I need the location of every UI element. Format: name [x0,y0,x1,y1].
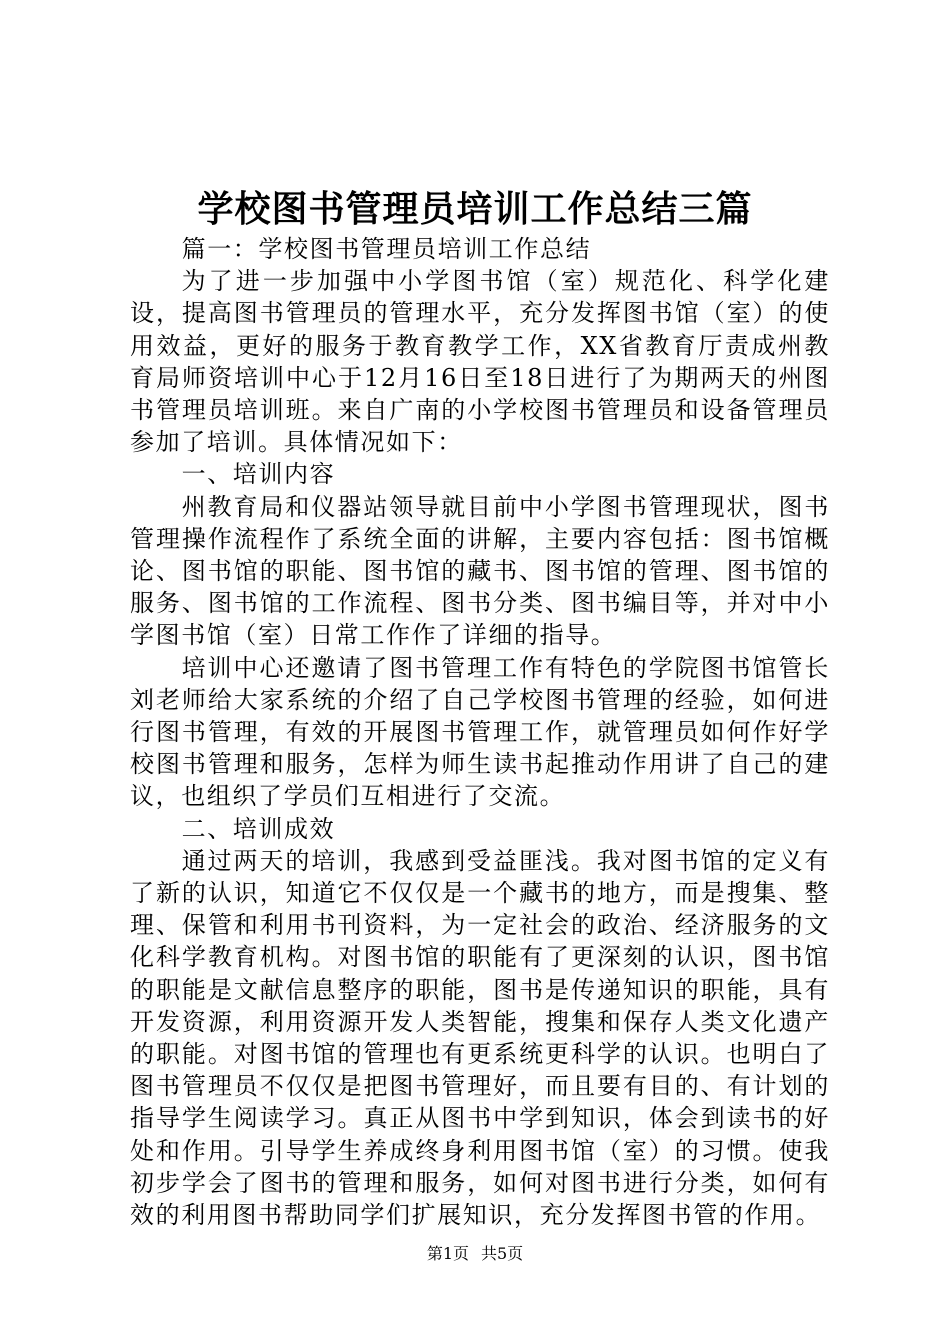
body-paragraph: 通过两天的培训，我感到受益匪浅。我对图书馆的定义有了新的认识，知道它不仅仅是一个藏书的地方，而是搜集、整理、保管和利用书刊资料，为一定社会的政治、经济服务的文化科学教育机构。对图书馆的职能有了更深刻的认识，图书馆的职能是文献信息整序的职能，图书是传递知识的职能，具有开发资源，利用资源开发人类智能，搜集和保存人类文化遗产的职能。对图书馆的管理也有更系统更科学的认识。也明白了图书管理员不仅仅是把图书管理好，而且要有目的、有计划的指导学生阅读学习。真正从图书中学到知识，体会到读书的好处和作用。引导学生养成终身利用图书馆（室）的习惯。使我初步学会了图书的管理和服务，如何对图书进行分类，如何有效的利用图书帮助同学们扩展知识，充分发挥图书管的作用。 [130,846,830,1230]
document-title: 学校图书管理员培训工作总结三篇 [197,188,753,230]
page-total: 共5页 [481,1244,524,1263]
section-heading-training-content: 一、培训内容 [181,460,336,489]
section-heading-part-one: 篇一：学校图书管理员培训工作总结 [181,235,592,263]
section-heading-training-results: 二、培训成效 [181,814,336,843]
page-number: 第1页 [426,1244,469,1263]
body-paragraph: 为了进一步加强中小学图书馆（室）规范化、科学化建设，提高图书管理员的管理水平，充分发挥图书馆（室）的使用效益，更好的服务于教育教学工作，XX省教育厅责成州教育局师资培训中心于12月16日至18日进行了为期两天的州图书管理员培训班。来自广南的小学校图书管理员和设备管理员参加了培训。具体情况如下： [130,267,830,457]
body-paragraph: 州教育局和仪器站领导就目前中小学图书管理现状，图书管理操作流程作了系统全面的讲解，主要内容包括：图书馆概论、图书馆的职能、图书馆的藏书、图书馆的管理、图书馆的服务、图书馆的工作流程、图书分类、图书编目等，并对中小学图书馆（室）日常工作作了详细的指导。 [130,492,830,650]
page-footer [0,1242,950,1266]
body-paragraph: 培训中心还邀请了图书管理工作有特色的学院图书馆管长刘老师给大家系统的介绍了自己学校图书管理的经验，如何进行图书管理，有效的开展图书管理工作，就管理员如何作好学校图书管理和服务，怎样为师生读书起推动作用讲了自己的建议，也组织了学员们互相进行了交流。 [130,653,830,811]
document-body [130,233,830,1231]
